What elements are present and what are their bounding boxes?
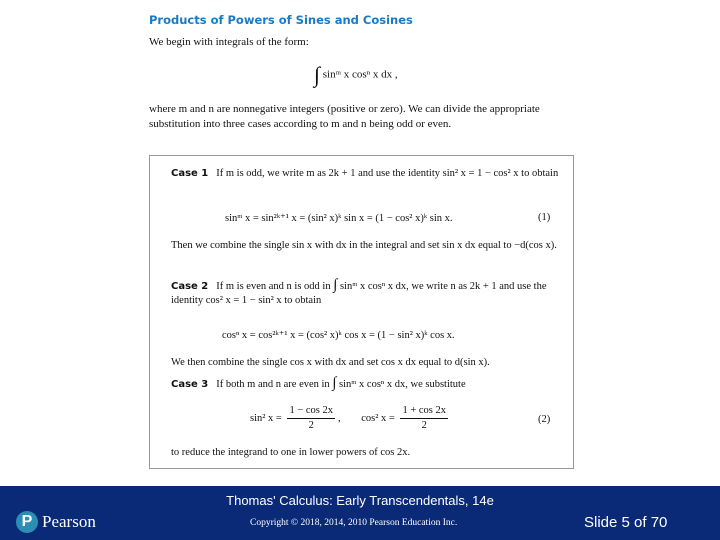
footer-bar bbox=[0, 486, 720, 540]
case-2-integral: sinᵐ x cosⁿ x dx bbox=[339, 281, 407, 292]
case-3-followup: to reduce the integrand to one in lower powers of cos 2x. bbox=[171, 447, 411, 458]
denominator: 2 bbox=[421, 420, 427, 431]
section-heading: Products of Powers of Sines and Cosines bbox=[149, 13, 413, 27]
equation-case-2: cosⁿ x = cos²ᵏ⁺¹ x = (cos² x)ᵏ cos x = (1 − sin² x)ᵏ cos x. bbox=[222, 330, 455, 341]
integral-form bbox=[314, 62, 398, 88]
case-1-label: Case 1 bbox=[171, 168, 209, 179]
equation-2-number: (2) bbox=[538, 414, 551, 425]
case-1-followup: Then we combine the single sin x with dx in the integral and set sin x dx equal to −d(cos x). bbox=[171, 240, 557, 251]
eq2-left-fraction bbox=[287, 404, 335, 433]
integral-form-text: sinᵐ x cosⁿ x dx , bbox=[322, 68, 398, 81]
equation-2: sin² x = $\frac{1 - \cos 2x}{2}$ , cos² x = $\frac{1 + \cos 2x}{2}$ bbox=[250, 405, 446, 431]
integral-sign-icon: ∫ bbox=[333, 277, 338, 293]
numerator: 1 + cos 2x bbox=[400, 404, 448, 419]
case-3-text-after: , we substitute bbox=[405, 379, 466, 390]
equation-1-number: (1) bbox=[538, 212, 551, 223]
case-3 bbox=[171, 376, 566, 392]
pearson-wordmark: Pearson bbox=[42, 512, 96, 531]
slide-number: Slide 5 of 70 bbox=[584, 514, 668, 531]
integral-sign-icon: ∫ bbox=[314, 62, 321, 87]
case-3-integral: sinᵐ x cosⁿ x dx bbox=[339, 379, 406, 390]
intro-line-1: where m and n are nonnegative integers (positive or zero). We can divide the appropriate bbox=[149, 103, 540, 115]
case-2 bbox=[171, 278, 566, 308]
case-3-text-before: If both m and n are even in bbox=[216, 379, 330, 390]
footer-copyright: Copyright © 2018, 2014, 2010 Pearson Education Inc. bbox=[250, 518, 458, 528]
integral-sign-icon: ∫ bbox=[332, 375, 337, 391]
case-1 bbox=[171, 167, 566, 181]
eq2-right-fraction bbox=[400, 404, 448, 433]
intro-text: We begin with integrals of the form: bbox=[149, 36, 309, 48]
pearson-logo bbox=[16, 511, 96, 533]
eq2-right-lhs: cos² x = bbox=[361, 412, 395, 424]
denominator: 2 bbox=[308, 420, 314, 431]
intro-line-2: substitution into three cases according to m and n being odd or even. bbox=[149, 118, 452, 130]
footer-title: Thomas' Calculus: Early Transcendentals, 14e bbox=[226, 493, 494, 508]
pearson-logo-icon: P bbox=[16, 511, 38, 533]
equation-1: sinᵐ x = sin²ᵏ⁺¹ x = (sin² x)ᵏ sin x = (1 − cos² x)ᵏ sin x. bbox=[225, 213, 453, 224]
eq2-left-lhs: sin² x = bbox=[250, 412, 282, 424]
case-2-label: Case 2 bbox=[171, 281, 209, 292]
intro-paragraph bbox=[149, 102, 579, 132]
case-3-label: Case 3 bbox=[171, 379, 209, 390]
cases-box bbox=[149, 155, 574, 469]
numerator: 1 − cos 2x bbox=[287, 404, 335, 419]
case-2-followup: We then combine the single cos x with dx and set cos x dx equal to d(sin x). bbox=[171, 357, 490, 368]
case-2-text-before: If m is even and n is odd in bbox=[216, 281, 331, 292]
case-2-text-after: , we write n as 2k + 1 and use the identity cos² x = 1 − sin² x to obtain bbox=[171, 281, 547, 306]
case-1-text: If m is odd, we write m as 2k + 1 and use the identity sin² x = 1 − cos² x to obtain bbox=[216, 168, 559, 179]
